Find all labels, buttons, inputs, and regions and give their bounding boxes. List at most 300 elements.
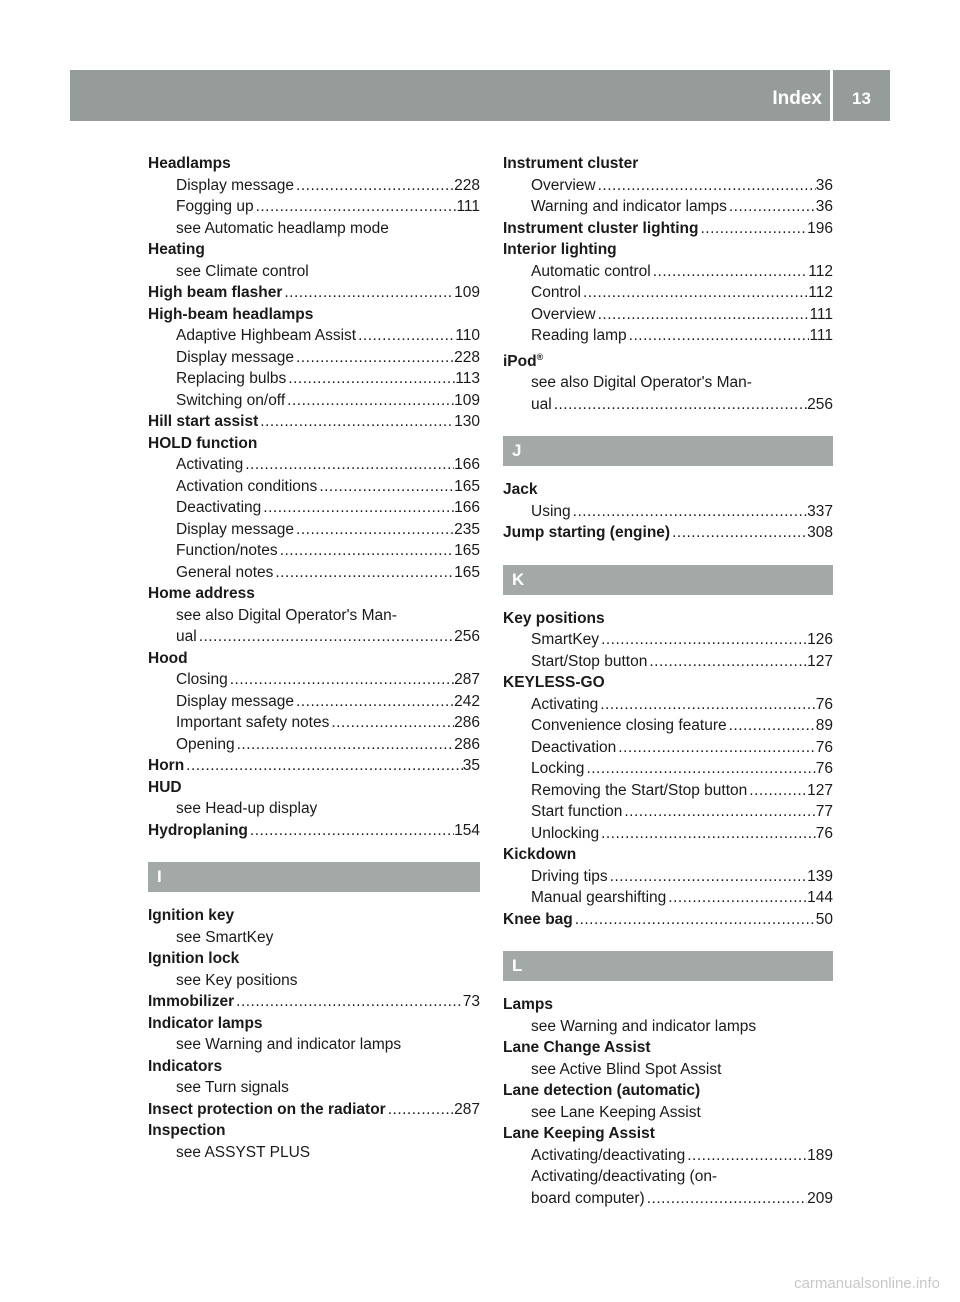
entry-text: High beam flasher: [148, 284, 283, 301]
leader-dots: [573, 909, 816, 931]
leader-dots: [329, 712, 454, 734]
leader-dots: [698, 218, 807, 240]
entry-label: [531, 887, 666, 909]
entry-label: [503, 1039, 651, 1056]
entry-label: [503, 241, 617, 258]
entry-text: Knee bag: [503, 910, 573, 928]
entry-label: [176, 390, 285, 412]
index-subentry: [148, 368, 480, 390]
index-entry: [503, 218, 833, 240]
index-subentry: [503, 394, 833, 416]
index-see-reference: see Lane Keeping Assist: [531, 1103, 701, 1121]
page-reference: 165: [454, 542, 480, 559]
watermark: carmanualsonline.info: [794, 1275, 940, 1292]
index-entry: [148, 991, 480, 1013]
index-see-reference: see also Digital Operator's Man-: [176, 606, 397, 624]
leader-dots: [286, 368, 455, 390]
entry-text: Manual gearshifting: [531, 889, 667, 906]
page-reference: 154: [454, 821, 480, 839]
index-entry: [503, 844, 833, 866]
entry-label: [148, 991, 234, 1013]
leader-dots: [282, 282, 454, 304]
leader-dots: [356, 325, 455, 347]
page-reference: 109: [454, 284, 480, 301]
entry-label: [148, 585, 255, 602]
entry-text: Overview: [531, 305, 596, 323]
entry-text: Hydroplaning: [148, 821, 248, 839]
index-subentry: [148, 712, 480, 734]
page-reference: 139: [807, 867, 833, 885]
entry-label: [531, 175, 596, 197]
index-entry: [148, 239, 480, 261]
leader-dots: [243, 454, 454, 476]
index-entry: [503, 239, 833, 261]
entry-label: [176, 626, 197, 648]
leader-dots: [747, 780, 807, 802]
entry-text: Important safety notes: [176, 714, 330, 731]
leader-dots: [670, 522, 807, 544]
index-subentry: [503, 304, 833, 326]
index-subentry: [148, 562, 480, 584]
leader-dots: [386, 1099, 454, 1121]
entry-text: Immobilizer: [148, 993, 235, 1010]
page-reference: 36: [815, 198, 833, 215]
leader-dots: [234, 991, 463, 1013]
entry-text: Opening: [176, 735, 235, 753]
entry-text: Lane Keeping Assist: [503, 1125, 655, 1142]
index-entry: [503, 1080, 833, 1102]
entry-text: Display message: [176, 520, 295, 538]
entry-label: [531, 715, 727, 737]
index-subentry: [148, 497, 480, 519]
entry-label: [176, 712, 329, 734]
index-entry: [148, 411, 480, 433]
page-reference: 228: [454, 176, 480, 194]
entry-text: Heating: [148, 241, 205, 258]
leader-dots: [598, 694, 816, 716]
page-reference: 109: [454, 391, 480, 409]
entry-text: Display message: [176, 348, 295, 366]
index-entry: [148, 905, 480, 927]
index-subentry: [148, 691, 480, 713]
entry-text: Instrument cluster lighting: [503, 219, 699, 237]
page-reference: 287: [454, 1100, 480, 1118]
entry-text: Lamps: [503, 996, 553, 1013]
entry-label: [148, 1122, 226, 1139]
entry-text: Unlocking: [531, 824, 600, 842]
entry-text: Activation conditions: [176, 477, 318, 495]
leader-dots: [294, 519, 454, 541]
index-subentry: [148, 454, 480, 476]
entry-text: Ignition lock: [148, 950, 240, 967]
entry-text: Hood: [148, 649, 188, 667]
index-subentry: [148, 734, 480, 756]
entry-label: [531, 1188, 645, 1210]
index-subentry: [148, 390, 480, 412]
page-reference: 189: [807, 1146, 833, 1164]
index-subentry: [503, 501, 833, 523]
entry-label: [531, 1145, 685, 1167]
entry-text: Indicator lamps: [148, 1014, 263, 1032]
page-reference: 73: [462, 993, 480, 1010]
entry-label: [503, 846, 576, 863]
entry-text: Horn: [148, 757, 185, 774]
index-entry: [148, 1056, 480, 1078]
index-entry: [148, 1099, 480, 1121]
leader-dots: [685, 1145, 807, 1167]
entry-label: [176, 691, 294, 713]
entry-text: Locking: [531, 760, 585, 777]
index-subentry: [503, 325, 833, 347]
page-number: 13: [852, 89, 871, 108]
entry-text: Ignition key: [148, 907, 235, 924]
leader-dots: [599, 629, 807, 651]
entry-text: Closing: [176, 671, 228, 688]
index-see-reference: see Active Blind Spot Assist: [531, 1060, 722, 1078]
entry-label: [176, 562, 273, 584]
page-reference: 235: [454, 520, 480, 538]
index-subentry: [503, 758, 833, 780]
entry-label: [531, 866, 608, 888]
index-entry: [503, 1037, 833, 1059]
entry-label: [503, 610, 605, 627]
entry-label: [531, 304, 596, 326]
entry-label: [148, 1058, 222, 1075]
index-see-reference: see Turn signals: [176, 1079, 289, 1096]
entry-text: Switching on/off: [176, 391, 286, 409]
entry-text: Convenience closing feature: [531, 717, 727, 734]
page-reference: 337: [807, 502, 833, 520]
leader-dots: [596, 175, 816, 197]
page-reference: 76: [815, 695, 833, 713]
entry-text: iPod: [503, 352, 537, 370]
entry-label: [531, 196, 727, 218]
entry-text: Interior lighting: [503, 241, 617, 258]
entry-text: Insect protection on the radiator: [148, 1100, 386, 1118]
leader-dots: [184, 755, 463, 777]
index-entry: [148, 304, 480, 326]
entry-text: Using: [531, 502, 571, 520]
leader-dots: [651, 261, 809, 283]
entry-text: board computer): [531, 1189, 645, 1207]
page-reference: 308: [807, 524, 833, 541]
index-entry: [503, 347, 833, 373]
page-reference: 76: [815, 760, 833, 777]
page-reference: 165: [454, 563, 480, 581]
leader-dots: [622, 801, 815, 823]
leader-dots: [666, 887, 807, 909]
index-subentry: [503, 651, 833, 673]
page-reference: 287: [454, 671, 480, 688]
page-reference: 76: [815, 824, 833, 842]
entry-text: Lane Change Assist: [503, 1039, 651, 1056]
entry-label: [176, 196, 254, 218]
page-reference: 112: [808, 284, 833, 301]
entry-label: [176, 454, 243, 476]
index-subentry: [503, 1188, 833, 1210]
index-entry: [503, 479, 833, 501]
entry-label: [148, 755, 184, 777]
index-subentry: [503, 801, 833, 823]
entry-label: [148, 950, 239, 967]
index-see-reference: see Key positions: [176, 971, 298, 989]
entry-label: [148, 155, 231, 172]
index-subentry: [503, 737, 833, 759]
leader-dots: [608, 866, 807, 888]
entry-label: [176, 497, 261, 519]
entry-text: Warning and indicator lamps: [531, 198, 727, 215]
page-reference: 166: [454, 456, 480, 473]
entry-label: [148, 411, 258, 433]
leader-dots: [254, 196, 457, 218]
index-entry: [503, 672, 833, 694]
index-subentry: [148, 540, 480, 562]
entry-label: [148, 282, 282, 304]
page-reference: 165: [454, 477, 480, 495]
entry-text: Fogging up: [176, 198, 254, 215]
entry-text: Control: [531, 284, 581, 301]
page-reference: 89: [815, 717, 833, 734]
page-reference: 111: [809, 305, 833, 323]
index-subentry: [503, 866, 833, 888]
index-letter-heading: I: [148, 862, 480, 892]
index-subentry: [148, 476, 480, 498]
entry-label: [503, 353, 543, 370]
entry-text: Display message: [176, 176, 295, 194]
leader-dots: [596, 304, 810, 326]
index-entry: [148, 755, 480, 777]
entry-label: [531, 737, 616, 759]
index-subentry: [503, 887, 833, 909]
leader-dots: [599, 823, 816, 845]
entry-label: [176, 540, 278, 562]
page-reference: 196: [807, 219, 833, 237]
entry-text: Jack: [503, 481, 538, 498]
entry-text: Inspection: [148, 1122, 226, 1139]
entry-text: Adaptive Highbeam Assist: [176, 327, 357, 344]
leader-dots: [197, 626, 454, 648]
index-see-reference: see Automatic headlamp mode: [176, 219, 389, 237]
index-subentry: [148, 519, 480, 541]
entry-label: [148, 650, 188, 667]
leader-dots: [571, 501, 807, 523]
entry-text: General notes: [176, 563, 274, 581]
entry-label: [531, 801, 622, 823]
entry-text: Instrument cluster: [503, 155, 639, 172]
entry-text: Driving tips: [531, 867, 608, 885]
entry-label: [176, 347, 294, 369]
leader-dots: [228, 669, 454, 691]
entry-text: Deactivation: [531, 738, 617, 756]
entry-text: Key positions: [503, 609, 605, 627]
leader-dots: [727, 196, 816, 218]
entry-label: [176, 519, 294, 541]
entry-label: [531, 694, 598, 716]
entry-label: [503, 155, 638, 172]
index-subentry: [148, 196, 480, 218]
page-reference: 286: [454, 714, 480, 731]
entry-label: [148, 820, 248, 842]
index-entry: [503, 909, 833, 931]
leader-dots: [647, 651, 807, 673]
page-reference: 111: [456, 198, 480, 215]
entry-text: Start/Stop button: [531, 652, 648, 670]
page-reference: 111: [809, 327, 833, 344]
entry-text: Automatic control: [531, 262, 651, 280]
leader-dots: [248, 820, 454, 842]
entry-label: [176, 734, 235, 756]
index-letter-heading: J: [503, 436, 833, 466]
entry-text: Deactivating: [176, 499, 262, 516]
index-subentry: [503, 282, 833, 304]
index-entry: [148, 648, 480, 670]
entry-text: Activating/deactivating: [531, 1146, 686, 1164]
entry-text: Lane detection (automatic): [503, 1082, 701, 1099]
entry-text: Home address: [148, 585, 255, 602]
index-subentry: [148, 175, 480, 197]
leader-dots: [273, 562, 454, 584]
index-see-reference: see SmartKey: [176, 928, 274, 946]
entry-label: [176, 476, 317, 498]
entry-text: Hill start assist: [148, 413, 259, 430]
entry-text: Display message: [176, 692, 295, 710]
leader-dots: [584, 758, 815, 780]
entry-text: Replacing bulbs: [176, 370, 287, 387]
index-see-reference: see Head-up display: [176, 800, 318, 817]
leader-dots: [627, 325, 810, 347]
index-letter-heading: L: [503, 951, 833, 981]
index-subentry: [503, 175, 833, 197]
page-reference: 127: [807, 652, 833, 670]
entry-label: [531, 261, 651, 283]
index-subentry: [503, 196, 833, 218]
index-subentry: [503, 1145, 833, 1167]
page-reference: 144: [807, 889, 833, 906]
index-subentry: [503, 823, 833, 845]
entry-label: [531, 758, 584, 780]
page-reference: 50: [815, 910, 833, 928]
index-entry: [148, 948, 480, 970]
index-entry: [148, 820, 480, 842]
entry-label: [531, 823, 599, 845]
entry-label: [531, 394, 552, 416]
entry-label: [148, 779, 182, 796]
entry-label: [503, 909, 573, 931]
leader-dots: [235, 734, 455, 756]
entry-text: Removing the Start/Stop button: [531, 781, 748, 799]
entry-text: Activating: [531, 695, 599, 713]
index-column-left: [148, 153, 480, 1163]
page-reference: 76: [815, 738, 833, 756]
entry-text: High-beam headlamps: [148, 305, 314, 323]
index-subentry: [503, 780, 833, 802]
entry-label: [176, 368, 286, 390]
entry-label: [148, 435, 257, 452]
entry-text: HOLD function: [148, 434, 258, 452]
entry-text: Start function: [531, 803, 623, 820]
entry-label: [531, 282, 581, 304]
entry-label: [176, 175, 294, 197]
entry-text: Function/notes: [176, 542, 278, 559]
entry-text: Reading lamp: [531, 327, 627, 344]
page-reference: 36: [815, 176, 833, 194]
page-reference: 166: [454, 499, 480, 516]
entry-text: Jump starting (engine): [503, 524, 671, 541]
index-entry: [503, 522, 833, 544]
index-entry: [503, 153, 833, 175]
entry-text: Headlamps: [148, 155, 231, 172]
index-entry: [148, 153, 480, 175]
leader-dots: [317, 476, 454, 498]
index-entry: [503, 1123, 833, 1145]
entry-label: [503, 522, 670, 544]
entry-label: [531, 629, 599, 651]
leader-dots: [645, 1188, 807, 1210]
entry-text: Indicators: [148, 1057, 223, 1075]
entry-text: Activating: [176, 456, 244, 473]
entry-label: [503, 1082, 700, 1099]
entry-label: [503, 218, 698, 240]
leader-dots: [278, 540, 454, 562]
page-reference: 130: [454, 413, 480, 430]
leader-dots: [285, 390, 454, 412]
index-entry: [148, 1013, 480, 1035]
entry-label: [503, 481, 537, 498]
index-entry: [503, 994, 833, 1016]
page-reference: 256: [807, 395, 833, 413]
leader-dots: [616, 737, 815, 759]
index-see-reference: see ASSYST PLUS: [176, 1143, 311, 1161]
leader-dots: [294, 691, 454, 713]
entry-label: [503, 1125, 655, 1142]
entry-text: ual: [531, 395, 552, 413]
index-see-reference: see Climate control: [176, 262, 309, 280]
page-reference: 242: [454, 692, 480, 710]
page-reference: 127: [807, 781, 833, 799]
index-entry: [148, 583, 480, 605]
entry-text: HUD: [148, 778, 182, 796]
page-reference: 228: [454, 348, 480, 366]
leader-dots: [261, 497, 454, 519]
index-subentry: [503, 261, 833, 283]
entry-text: Overview: [531, 176, 596, 194]
entry-text: ual: [176, 628, 197, 645]
leader-dots: [294, 347, 454, 369]
page-reference: 77: [815, 803, 833, 820]
entry-label: [148, 1099, 386, 1121]
page-reference: 286: [454, 735, 480, 753]
index-letter-heading: K: [503, 565, 833, 595]
index-see-reference: see Warning and indicator lamps: [176, 1036, 402, 1053]
index-subentry: [148, 325, 480, 347]
page-reference: 209: [807, 1189, 833, 1207]
page-reference: 35: [462, 757, 480, 774]
entry-text: KEYLESS-GO: [503, 674, 605, 691]
registered-mark: ®: [536, 351, 544, 362]
entry-label: [148, 306, 313, 323]
leader-dots: [727, 715, 816, 737]
entry-label: [176, 669, 228, 691]
index-subentry: [503, 694, 833, 716]
entry-label: [503, 996, 553, 1013]
page-reference: 112: [808, 262, 833, 280]
entry-label: [531, 501, 571, 523]
index-entry: [148, 433, 480, 455]
entry-label: [503, 674, 605, 691]
index-column-right: [503, 153, 833, 1209]
index-subentry: [148, 347, 480, 369]
leader-dots: [294, 175, 454, 197]
